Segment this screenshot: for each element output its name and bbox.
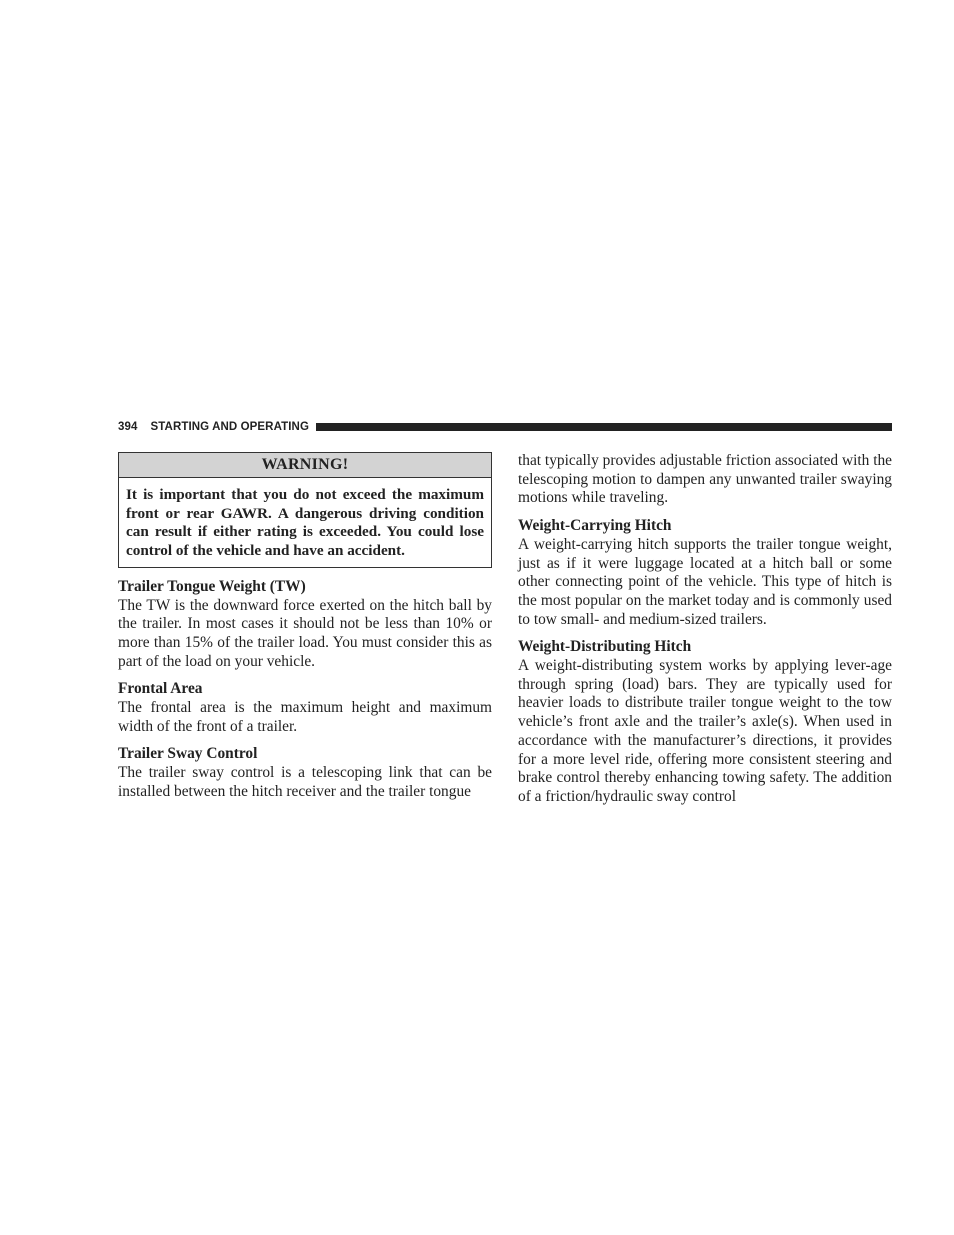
section-body: The TW is the downward force exerted on the hitch ball by the trailer. In most cases it should not be less than 10% or more than 15% of the trailer load. You must consider this as part of the load on your vehicle. xyxy=(118,596,492,670)
continued-paragraph: that typically provides adjustable friction associated with the telescoping motion to dampen any unwanted trailer swaying motions while traveling. xyxy=(518,452,892,507)
warning-box xyxy=(118,452,492,568)
section-heading: Frontal Area xyxy=(118,680,203,698)
page-header xyxy=(118,419,892,435)
section-heading: Weight-Distributing Hitch xyxy=(518,638,692,656)
section-trailer-sway-control xyxy=(118,745,492,801)
page-number: 394 xyxy=(118,421,138,433)
section-body: A weight-distributing system works by applying lever-age through spring (load) bars. They are typically used for heavier loads to distribute trailer tongue weight to the tow vehicle’s front axle and the trailer’s axle(s). When used in accordance with the manufacturer’s directions, it provides for a more level ride, offering more consistent steering and brake control thereby enhancing towing safety. The addition of a friction/hydraulic sway control xyxy=(518,657,892,805)
section-frontal-area xyxy=(118,680,492,736)
section-weight-carrying-hitch xyxy=(518,517,892,629)
section-heading: Weight-Carrying Hitch xyxy=(518,517,672,535)
section-heading: Trailer Tongue Weight (TW) xyxy=(118,577,306,595)
section-body: The trailer sway control is a telescoping link that can be installed between the hitch receiver and the trailer tongue xyxy=(118,764,492,800)
section-heading: Trailer Sway Control xyxy=(118,745,258,763)
section-trailer-tongue-weight xyxy=(118,578,492,672)
warning-text: It is important that you do not exceed the maximum front or rear GAWR. A dangerous driving condition can result if either rating is exceeded. You could lose control of the vehicle and have an accident. xyxy=(126,486,484,560)
left-column xyxy=(118,452,492,802)
right-column xyxy=(518,452,892,807)
section-body: A weight-carrying hitch supports the trailer tongue weight, just as if it were luggage located at a hitch ball or some other connecting point of the vehicle. This type of hitch is the most popular on the market today and is commonly used to tow small- and medium-sized trailers. xyxy=(518,535,892,628)
section-title: STARTING AND OPERATING xyxy=(150,421,310,433)
warning-title: WARNING! xyxy=(119,453,491,478)
section-weight-distributing-hitch xyxy=(518,638,892,806)
header-rule xyxy=(316,423,892,431)
section-body: The frontal area is the maximum height and maximum width of the front of a trailer. xyxy=(118,699,492,735)
